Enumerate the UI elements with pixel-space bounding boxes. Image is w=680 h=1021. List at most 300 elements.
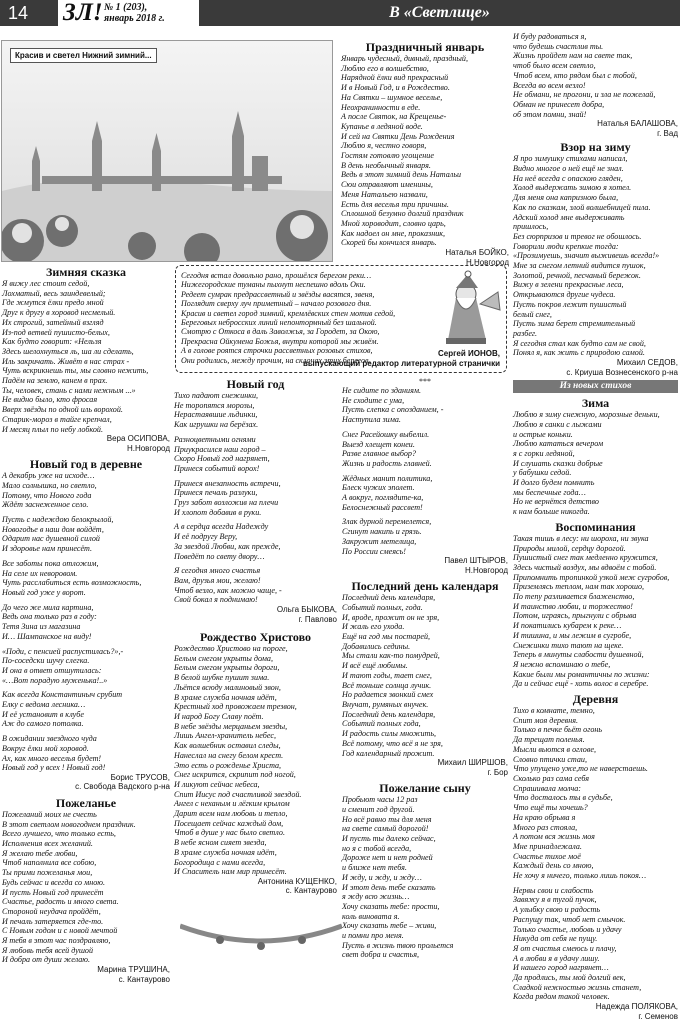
- poem-line: Скоро Новый год нагрянет,: [174, 454, 270, 464]
- poem-line: Белым снегом укрыты дома,: [174, 653, 273, 663]
- poem-line: Такая тишь в лесу: ни шороха, ни звука: [513, 533, 649, 543]
- poem-line: Я сегодня стал как будто сам не свой,: [513, 338, 646, 348]
- poem-line: Год календарный прожит.: [342, 748, 435, 758]
- poem-line: Смотрю с Откоса в даль Заволжья, за Городет, за Окою,: [181, 327, 380, 337]
- poem-line: Сладкой нежностью жизнь станет,: [513, 982, 642, 992]
- poem-line: Ведь в этот зимний день Натальи: [341, 170, 462, 180]
- poem-line: За звездой Любви, как прежде,: [174, 541, 281, 551]
- poem-line: Счастье тихое моё: [513, 851, 581, 861]
- newspaper-logo: ЗЛ!: [63, 0, 103, 26]
- poem-place: с. Криуша Вознесенского р-на: [566, 367, 678, 377]
- poem-line: Спит моя деревня.: [513, 715, 578, 725]
- poem-line: А в голове роятся строчки рассветных розовых стихов,: [181, 346, 373, 356]
- poem-rozhdestvo-text: [174, 644, 337, 877]
- poem-line: Вверх звёзды по одной иль ворохой.: [2, 405, 123, 415]
- poem-line: Открываются другие чудеса.: [513, 290, 616, 300]
- poem-line: Крестный ход провожаем трезвон,: [174, 702, 297, 712]
- box-signature: [303, 349, 500, 368]
- poem-line: Сюи отравляют именины,: [341, 180, 433, 190]
- poem-line: Нанеслал на снегу белом крест.: [174, 750, 284, 760]
- poem-novyi-god-text: [174, 391, 337, 605]
- poem-line: И пусть ты далеко сейчас,: [342, 834, 436, 844]
- poem-line: Прекрасна Ойкумена Божья, внутри которой мы живём.: [181, 336, 379, 346]
- poem-line: Приземлясь теплом, нам так хорошо,: [513, 582, 645, 592]
- poem-author: Павел ШТЫРОВ,: [444, 556, 508, 566]
- poem-posledniy-text: [342, 593, 508, 758]
- poem-line: Я от счастья смеюсь и плачу,: [513, 943, 617, 953]
- poem-line: Никуда от себя не пущу.: [513, 934, 598, 944]
- poem-line: на свете самый дорогой!: [342, 824, 429, 834]
- poem-line: и острые коньки.: [513, 429, 573, 439]
- poem-line: Дороже нет и нет родней: [342, 853, 433, 863]
- poem-line: И жду, и жду, и жду…: [342, 872, 422, 882]
- poem-line: Только в печке бьёт огонь: [513, 725, 603, 735]
- kremlin-winter-image: [2, 41, 333, 262]
- poem-line: Люблю я зиму снежную, морозные деньки,: [513, 410, 660, 420]
- poem-line: И тают годы, тает снег,: [342, 670, 432, 680]
- poem-line: Как будто говорит: «Нельзя: [2, 337, 102, 347]
- poem-line: Аж до самого потолка.: [2, 719, 84, 729]
- poem-author: Борис ТРУСОВ,: [110, 772, 170, 782]
- poem-line: и сменит год другой.: [342, 804, 415, 814]
- poem-line: Вижу в зелени прекрасные леса,: [513, 280, 624, 290]
- poem-line: И сей на Святки День Рождения: [341, 131, 455, 141]
- page-header: [0, 0, 680, 28]
- poem-line: И этот день тебе сказать: [342, 882, 436, 892]
- poem-line: Как игрушки на берёзах.: [174, 420, 259, 430]
- poem-line: Ты, человек, стань с нами нежным ...»: [2, 385, 136, 395]
- poem-line: Сгинут накипь и грязь.: [342, 527, 422, 537]
- poem-line: Не торопятся морозы,: [174, 400, 255, 410]
- poem-line: Посещает сейчас каждый дом,: [174, 818, 284, 828]
- poem-line: Не сидите по зданиям.: [342, 386, 422, 395]
- poem-line: Пусть в жизнь твою прольется: [342, 940, 454, 950]
- poem-author: Наталья БОЙКО,: [445, 248, 509, 258]
- poem-line: Что досталось ты в судьбе,: [513, 793, 613, 803]
- poem-line: Да и сейчас ещё - хоть волос в серебре.: [513, 679, 649, 689]
- poem-line: Пушистый снег так медленно кружится,: [513, 553, 658, 563]
- poem-line: Как всегда Константиныч срубит: [2, 690, 123, 700]
- poem-line: Береговых небросских линий непонтормный без шальной.: [181, 318, 377, 328]
- poem-line: Снег Расейошку выбелил.: [342, 429, 430, 439]
- poem-line: Иль закричать. Живёт в нас страх -: [2, 356, 130, 366]
- poem-line: Красив и светел город зимний, кремлёвских стен мотив седой,: [181, 308, 396, 318]
- poem-line: Мысли вьются в оглове,: [513, 744, 596, 754]
- poem-line: Разноцветными огнями: [174, 434, 256, 444]
- poem-line: Мы стали как-то помудрей,: [342, 651, 440, 661]
- poem-line: А в любви я в удачу лишу.: [513, 953, 600, 963]
- poem-author: Михаил СЕДОВ,: [616, 358, 678, 368]
- poem-line: Завяжу я в тугой пучок,: [513, 895, 597, 905]
- poem-title: Взор на зиму: [560, 140, 631, 155]
- poem-pozhelanie-text: [2, 810, 170, 965]
- poem-line: Поведёт по свету двору…: [174, 551, 265, 561]
- poem-line: Для меня она капризною была,: [513, 193, 619, 203]
- poem-line: И хлопот добавив в руки.: [174, 507, 262, 517]
- poem-title: Деревня: [572, 692, 619, 707]
- poem-line: Елку с ведома лесника…: [2, 700, 86, 710]
- poem-line: И долго будем помнить: [513, 478, 595, 488]
- poem-line: На Святки – шумное веселье,: [341, 92, 443, 102]
- section-band: Из новых стихов: [513, 380, 678, 393]
- poem-line: Падём на землю, канем в прах.: [2, 376, 108, 386]
- poem-line: И тишина, и мы лежим в сугробе,: [513, 630, 632, 640]
- poem-line: Их строгий, затейный взгляд: [2, 317, 104, 327]
- poem-line: Как по сказкам, злой волшебницей пила.: [513, 202, 651, 212]
- poem-line: Новый год у всех ! Новый год!: [2, 763, 106, 773]
- poem-line: белый снег,: [513, 309, 552, 319]
- poem-line: Я тебя в этот час поздравляю,: [2, 936, 111, 946]
- poem-line: Где жмутся ёлки предо мной: [2, 298, 104, 308]
- poem-line: Говорили люди крепкие тогда:: [513, 241, 619, 251]
- poem-line: Рождество Христово на пороге,: [174, 644, 288, 654]
- poem-title: Зима: [581, 396, 610, 411]
- poem-line: Чуть расслабиться есть возможность,: [2, 578, 142, 588]
- poem-line: Здесь чистый воздух, мы вдвоём с тобой.: [513, 562, 657, 572]
- poem-line: Пожеланий моих не счесть: [2, 809, 97, 819]
- poem-syn-continued: [513, 32, 678, 119]
- nizhny-winter-photo: [1, 40, 333, 262]
- poem-line: А вокруг, поглядите-ка,: [342, 493, 424, 503]
- poem-line: Вокруг ёлки мой хоровод.: [2, 743, 89, 753]
- poem-line: И всё ещё любимы.: [342, 661, 408, 671]
- poem-line: Природы милой, сердцу дорогой.: [513, 543, 626, 553]
- poem-line: Новый год уже у ворот.: [2, 587, 86, 597]
- poem-line: И её установит в клубе: [2, 709, 84, 719]
- poem-line: Будь сейчас и всегда со мною.: [2, 877, 105, 887]
- poem-vzor-text: [513, 154, 678, 358]
- poem-line: Не сходите с ума,: [342, 395, 405, 405]
- poem-line: Разве главное выбор?: [342, 449, 416, 459]
- poem-line: Тетя Зина из магазина: [2, 622, 81, 632]
- poem-line: На краю обрыва я: [513, 812, 576, 822]
- poem-line: Груз забот возложив на плечи: [174, 498, 279, 508]
- poem-line: «Поди, с пенсией распустилась?»,-: [2, 646, 124, 656]
- poem-title: Новый год в деревне: [29, 457, 143, 472]
- poem-line: Ах, как много веселья будет!: [2, 753, 102, 763]
- poem-derevne-text: [2, 471, 170, 773]
- poem-line: Пусть покров лежит пушистый: [513, 299, 627, 309]
- poem-line: Но радается звонкий смех: [342, 690, 434, 700]
- poem-title: Зимняя сказка: [46, 265, 126, 279]
- poem-line: Я сегодня много счастья: [174, 566, 261, 576]
- poem-line: А после Святок, на Крещенье-: [341, 112, 447, 122]
- poem-line: Ангел с неханым и лёгким крылом: [174, 799, 290, 809]
- poem-author: Вера ОСИПОВА,: [106, 434, 170, 444]
- poem-line: Гостям готовлю угощение: [341, 151, 434, 161]
- poem-line: Всё тоньше солнца лучик.: [342, 680, 432, 690]
- poem-line: И в Новый Год, и в Рождество.: [341, 83, 450, 93]
- poem-title: Праздничный январь: [365, 40, 485, 54]
- poem-line: Наступила зима.: [342, 415, 401, 425]
- poem-line: Принеся печаль разлуки,: [174, 488, 258, 498]
- poem-title: Пожеланье: [55, 795, 117, 810]
- poem-line: В белой шубке пушит зима.: [174, 673, 270, 683]
- poem-line: Старик-мороз в тайге крепчал,: [2, 414, 112, 424]
- section-title: В «Светлице»: [199, 0, 680, 26]
- poem-line: Пробьют часы 12 раз: [342, 795, 418, 805]
- poem-author: Михаил ШИРШОВ,: [437, 758, 508, 768]
- poem-place: с. Кантаурово: [118, 974, 170, 984]
- poem-line: Золотой, речной, песчаный бережок.: [513, 270, 641, 280]
- poem-line: Да продлись, ты мой долгий век,: [513, 973, 626, 983]
- poem-line: Жизнь и радость главней.: [342, 458, 432, 468]
- poem-title: Пожелание сыну: [379, 781, 471, 796]
- poem-prazdnichnyi-text: [341, 54, 509, 248]
- poem-line: Внучат, румяных внучек.: [342, 699, 429, 709]
- santa-claus-icon: [428, 270, 504, 348]
- poem-line: Белоснежный рассвет!: [342, 502, 423, 512]
- poem-line: В храме служба ночная идёт,: [174, 692, 277, 702]
- poem-line: Редеет сумрак предрассветный и звёзды васятся, звеня,: [181, 289, 375, 299]
- poem-line: В день необычный января.: [341, 160, 431, 170]
- poem-line: Что упущено уже,то не наверстаешь.: [513, 764, 648, 774]
- poem-line: Пусть зима берет стремительный: [513, 319, 636, 329]
- poem-place: г. Вад: [657, 128, 678, 138]
- poem-line: Хочу сказать тебе – живи,: [342, 921, 437, 931]
- poem-line: Спрашивала молча:: [513, 783, 581, 793]
- poem-line: А в сердца всегда Надежду: [174, 522, 269, 532]
- poem-line: разбег.: [513, 328, 537, 338]
- poem-line: Не обмани, не прогони, и зла не пожелай,: [513, 90, 656, 100]
- poem-line: Я вижу лес стоит седой,: [2, 279, 90, 288]
- poem-line: Потом, играясь, прыгнули с обрыва: [513, 611, 637, 621]
- poem-line: И Спаситель нам мир принесёт.: [174, 867, 287, 877]
- stars-divider: ***: [419, 377, 431, 386]
- poem-line: Не хочу я ничего, только лишь покоя…: [513, 871, 647, 881]
- column-left: [2, 265, 170, 984]
- poem-line: И жаль его ухода.: [342, 622, 405, 632]
- poem-line: Пусть с надеждою белокрылой,: [2, 515, 114, 525]
- poem-line: Чуть вскрикнешь ты, мы словно нежить,: [2, 366, 149, 376]
- poem-title: Воспоминания: [555, 519, 636, 534]
- poem-line: но я с тобой всегда,: [342, 843, 412, 853]
- poem-line: Сколько раз сама себя: [513, 774, 590, 783]
- poem-title: Рождество Христово: [199, 630, 311, 645]
- poem-line: Я желаю тебе любви,: [2, 848, 78, 858]
- poem-line: Все заботы пока отложим,: [2, 558, 99, 568]
- poem-line: пришлось,: [513, 222, 549, 232]
- poem-line: Купанье в ледяной воде.: [341, 121, 423, 131]
- column-center-right: [342, 377, 508, 960]
- poem-line: Льётся всюду малиновый звон,: [174, 682, 281, 692]
- poem-line: Свой бокал я поднимаю!: [174, 595, 258, 605]
- box-author-role: выпускающий редактор литературной странички: [303, 358, 500, 368]
- poem-line: Скорей бы кончился январь.: [341, 238, 437, 248]
- poem-line: Ждёт заснеженное село.: [2, 500, 89, 510]
- poem-line: И, вроде, прожит он не зря,: [342, 612, 440, 622]
- poem-line: Чтоб в душе у нас было светло.: [174, 828, 285, 838]
- poem-title: Новый год: [226, 377, 285, 391]
- poem-line: Снежинки тихо тают на щеке.: [513, 640, 624, 650]
- poem-author: Ольга БЫКОВА,: [276, 605, 337, 615]
- poem-line: И пусть Новый год принесёт: [2, 887, 104, 897]
- poem-line: А потом вся жизнь моя: [513, 832, 595, 842]
- poem-line: Припомнить тропинкой узкой меж сугробов,: [513, 572, 670, 582]
- poem-line: Но не вернётся детство: [513, 497, 599, 507]
- poem-line: И покатились кубарем к реке…: [513, 621, 622, 631]
- poem-place: г. Семенов: [638, 1011, 678, 1021]
- poem-title: Последний день календаря: [351, 579, 499, 594]
- poem-line: Как надоел он мне, проказник,: [341, 228, 446, 238]
- poem-line: Исполнения всех желаний.: [2, 839, 93, 849]
- poem-author: Наталья БАЛАШОВА,: [597, 119, 678, 129]
- poem-line: Как волшебник оставил следы,: [174, 741, 281, 751]
- poem-place: Н.Новгород: [464, 565, 508, 575]
- poem-line: Только счастье, любовь и удачу: [513, 924, 622, 934]
- poem-line: В небе ясном сияет звезда,: [174, 838, 267, 848]
- poem-line: На селе их неворовом.: [2, 568, 78, 578]
- poem-line: Жёдных манит политика,: [342, 473, 433, 483]
- poem-line: И слушать сказки добрые: [513, 458, 603, 468]
- poem-line: А декабрь уже на исходе…: [2, 471, 95, 481]
- poem-line: В этот светлом новогоднем праздник.: [2, 819, 136, 829]
- poem-line: Тихо в комнате, темно,: [513, 706, 595, 716]
- poem-line: Я нежно вспоминаю о тебе,: [513, 659, 611, 669]
- poem-line: Есть для веселья три причины.: [341, 199, 449, 209]
- garland-decoration-icon: [180, 916, 342, 956]
- poem-line: Мной хороводит, словно царь,: [341, 218, 446, 228]
- poem-line: Холод выдержать зимою я хотел.: [513, 183, 632, 193]
- poem-line: По России смеясь!: [342, 546, 406, 556]
- poem-line: Закружит метелица,: [342, 536, 417, 546]
- poem-line: И… Шампанское на виду!: [2, 631, 92, 641]
- poem-line: чтоб было всем светло,: [513, 61, 596, 71]
- poem-line: и ближе нет тебя.: [342, 863, 407, 873]
- poem-line: Без сюрпризов и тревог не обошлось.: [513, 231, 642, 241]
- poem-line: Люблю кататься вечером: [513, 439, 604, 449]
- poem-line: Январь чудесный, дивный, праздный,: [341, 54, 468, 63]
- poem-line: Потому, что Нового года: [2, 490, 92, 500]
- poem-zima-stars-text: [342, 386, 508, 556]
- poem-author: Надежда ПОЛЯКОВА,: [595, 1002, 678, 1012]
- poem-line: Видно многое о ней ещё не знал.: [513, 164, 624, 174]
- poem-line: С Новым годом и с новой мечтой: [2, 926, 118, 936]
- poem-line: «…Вот порадую муженька!..»: [2, 675, 108, 685]
- poem-line: И здоровье нам принесёт.: [2, 544, 93, 554]
- poem-line: Последний день календаря,: [342, 593, 436, 603]
- poem-line: Мне принадлежала.: [513, 841, 582, 851]
- poem-line: Меня Натальею назвали,: [341, 189, 428, 199]
- poem-line: Из-под ветвей пушисто-белых,: [2, 327, 110, 337]
- poem-line: Это есть о рожденье Христа,: [174, 760, 282, 770]
- poem-line: А улыбку свою и радость: [513, 905, 601, 915]
- poem-place: Н.Новгород: [126, 443, 170, 453]
- poem-line: По-соседски шучу слегка.: [2, 656, 90, 666]
- poem-line: Мне за снегом летний видится пушок,: [513, 261, 646, 271]
- poem-line: Теперь в минуты слабости душевной,: [513, 650, 644, 660]
- poem-line: Новогодье в наш дом войдёт,: [2, 524, 104, 534]
- poem-line: Сегодня встал довольно рано, прошёлся берегом реки…: [181, 271, 372, 280]
- poem-line: я с горки ледяной,: [513, 448, 575, 458]
- poem-line: Счастье, радость и много света.: [2, 897, 119, 907]
- poem-line: Событий полных, года.: [342, 602, 423, 612]
- poem-line: Всё потому, что всё я не зря,: [342, 738, 443, 748]
- poem-line: Добавились седины.: [342, 641, 411, 651]
- poem-line: Не видно было, кто фросая: [2, 395, 98, 405]
- poem-line: Да трещат поленья.: [513, 735, 585, 745]
- poem-line: Жизнь пройдет нам на свете так,: [513, 51, 633, 61]
- poem-line: Белым снегом укрыты дороги,: [174, 663, 280, 673]
- poem-line: Нижегородские туманы пыхнут неспешно вдоль Оки.: [181, 280, 366, 290]
- poem-line: И её подругу Веру,: [174, 532, 238, 542]
- poem-line: Мало солнышка, но светло,: [2, 480, 97, 490]
- poem-line: Распущу так, чтоб нет смычок.: [513, 914, 626, 924]
- poem-line: И радость силы множить,: [342, 729, 437, 739]
- issue-number: № 1 (203),: [104, 2, 148, 13]
- page-number: 14: [0, 0, 58, 26]
- poem-line: В небе звёзды мерцаньем звезды,: [174, 721, 288, 731]
- issue-date: январь 2018 г.: [104, 13, 165, 24]
- poem-line: Стороной неудача пройдёт,: [2, 906, 101, 916]
- poem-line: Лохматый, весь заиндевелый;: [2, 288, 106, 298]
- poem-line: Одарит нас душевной силой: [2, 534, 100, 544]
- poem-line: Люблю я, честно говоря,: [341, 141, 427, 151]
- poem-line: Словно птички стаи,: [513, 754, 587, 764]
- poem-line: Дарит всем нам любовь и тепло,: [174, 809, 288, 819]
- poem-line: Приукрасился наш город –: [174, 444, 266, 454]
- poem-line: Поглядит сверху луч приметный – начало розового дня.: [181, 299, 372, 309]
- poem-zima-text: [513, 410, 678, 517]
- poem-line: коль виновата я.: [342, 911, 400, 921]
- poem-line: Выезд хлещет конеи.: [342, 439, 415, 449]
- poem-line: В ожидании звездного чуда: [2, 734, 97, 744]
- poem-line: Последний день календаря,: [342, 709, 436, 719]
- poem-line: Они родились, между прочим, на склонах этих берегов.: [181, 355, 371, 365]
- poem-line: Здесь шелохнуться ль, ша ли сделать,: [2, 346, 134, 356]
- poem-line: Чтоб наполнила все собою,: [2, 858, 97, 868]
- poem-line: Вам, друзья мои, желаю!: [174, 575, 261, 585]
- poem-line: Ты прими пожеланья мои,: [2, 868, 93, 878]
- poem-line: свет добра и счастья,: [342, 950, 420, 960]
- poem-line: Когда рядом такой человек.: [513, 992, 610, 1002]
- column-middle-top: [341, 40, 509, 267]
- poem-line: Принеся внезапность встречи,: [174, 478, 281, 488]
- poem-line: Нарядной ёлки вид прекрасный: [341, 73, 449, 83]
- poem-line: И буду радоваться я,: [513, 32, 587, 41]
- poem-line: И она в ответ отшутилась:: [2, 665, 102, 675]
- poem-place: с. Кантаурово: [285, 886, 337, 896]
- poem-line: Я про зимушку стихами написал,: [513, 154, 628, 164]
- poem-vospominaniya-text: [513, 534, 678, 689]
- poem-line: Ещё на год мы постарей,: [342, 632, 431, 642]
- poem-line: Люблю я санки с лыжами: [513, 419, 602, 429]
- poem-line: В храме служба ночная идёт,: [174, 847, 277, 857]
- poem-line: мы беспечные года…: [513, 487, 586, 497]
- poem-line: Нерастаявшие льдинки,: [174, 410, 258, 420]
- poem-line: Много раз стояла,: [513, 822, 578, 832]
- poem-place: г. Бор: [487, 767, 508, 777]
- poem-line: Чтоб всем, кто рядом был с тобой,: [513, 70, 637, 80]
- poem-line: По тепу разливается блаженство,: [513, 592, 635, 602]
- poem-line: И печаль затеряется где-то.: [2, 916, 104, 926]
- poem-line: Понял я, как жить с природою самой.: [513, 348, 645, 358]
- box-author: Сергей ИОНОВ,: [437, 349, 500, 359]
- poem-line: И месяц плыл по небу лобкой.: [2, 424, 103, 434]
- poem-line: И нашего город нагрянет…: [513, 963, 609, 973]
- poem-line: я жду всю жизнь…: [342, 892, 410, 902]
- column-right: [513, 32, 678, 1021]
- poem-line: Чтоб везло, как можно чаще, -: [174, 585, 282, 595]
- poem-line: Нервы свои и слабость: [513, 885, 594, 895]
- poem-line: Спит Иисус под счастливой звездой.: [174, 789, 302, 799]
- poem-line: Ведь она только раз в году:: [2, 612, 97, 622]
- poem-line: Хочу сказать тебе: прости,: [342, 901, 440, 911]
- poem-author: Марина ТРУШИНА,: [97, 965, 170, 975]
- poem-author: Антонина КУЩЕНКО,: [257, 876, 337, 886]
- poem-line: Неохранинности в еде.: [341, 102, 421, 112]
- poem-line: Богородица с нами всегда,: [174, 857, 266, 867]
